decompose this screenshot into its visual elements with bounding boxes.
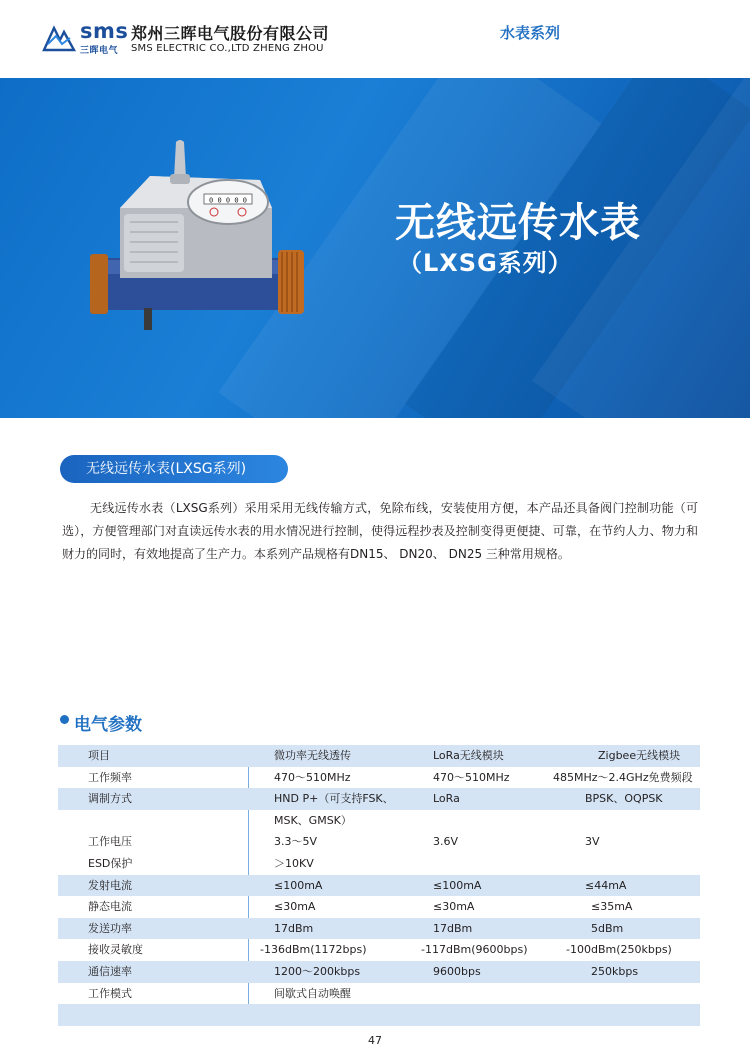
page-header — [0, 0, 750, 78]
table-cell: 470～510MHz — [274, 770, 351, 784]
company-logo-icon — [40, 22, 78, 56]
table-cell: 17dBm — [274, 921, 314, 935]
hero-banner — [0, 78, 750, 418]
series-label: 水表系列 — [500, 24, 561, 42]
table-row — [58, 810, 700, 832]
table-cell: 发送功率 — [88, 921, 132, 935]
table-cell: 9600bps — [433, 964, 481, 978]
table-cell: MSK、GMSK） — [274, 813, 352, 827]
water-meter-image — [90, 138, 305, 338]
table-row — [58, 875, 700, 897]
table-cell: 发射电流 — [88, 878, 132, 892]
table-row — [58, 831, 700, 853]
table-cell: BPSK、OQPSK — [585, 792, 663, 806]
logo-subtext: 三晖电气 — [80, 46, 119, 56]
table-cell: 5dBm — [591, 921, 624, 935]
params-heading: 电气参数 — [74, 715, 142, 735]
table-row — [58, 961, 700, 983]
table-cell: 接收灵敏度 — [88, 943, 143, 957]
table-cell: 微功率无线透传 — [274, 749, 351, 762]
table-cell: ≤30mA — [274, 900, 316, 914]
page-number: 47 — [368, 1034, 382, 1047]
table-cell: 470～510MHz — [433, 770, 510, 784]
table-row — [58, 767, 700, 789]
company-name-en: SMS ELECTRIC CO.,LTD ZHENG ZHOU — [131, 43, 324, 54]
table-row — [58, 939, 700, 961]
table-cell: ESD保护 — [88, 856, 133, 870]
table-cell: 3.3～5V — [274, 835, 318, 849]
table-cell: -136dBm(1172bps) — [260, 943, 367, 957]
table-cell: -100dBm(250kbps) — [566, 943, 672, 957]
table-cell: 调制方式 — [88, 792, 132, 806]
table-cell: LoRa — [433, 792, 460, 806]
table-cell: ＞10KV — [274, 856, 314, 870]
section-pill-label: 无线远传水表(LXSG系列) — [60, 455, 288, 483]
logo-text: sms — [80, 19, 129, 43]
table-cell: 485MHz～2.4GHz免费频段 — [553, 770, 693, 784]
table-cell: 1200～200kbps — [274, 964, 361, 978]
params-table — [58, 745, 700, 1026]
table-row — [58, 896, 700, 918]
table-cell: 静态电流 — [88, 900, 132, 914]
banner-title: 无线远传水表 — [395, 200, 641, 246]
table-cell: 间歇式自动唤醒 — [274, 986, 351, 1000]
table-cell: 17dBm — [433, 921, 473, 935]
table-cell: 工作模式 — [88, 986, 132, 1000]
table-cell: ≤100mA — [433, 878, 482, 892]
table-row — [58, 788, 700, 810]
meter-dial-digits: 0 0 0 0 0 — [209, 196, 247, 205]
table-cell: ≤100mA — [274, 878, 323, 892]
table-cell: Zigbee无线模块 — [598, 749, 681, 762]
table-header-row — [58, 745, 700, 767]
company-name-cn: 郑州三晖电气股份有限公司 — [131, 24, 330, 43]
table-cell: 通信速率 — [88, 964, 132, 978]
table-cell: 3V — [585, 835, 600, 849]
table-cell: ≤44mA — [585, 878, 627, 892]
table-cell: -117dBm(9600bps) — [421, 943, 528, 957]
table-cell: 工作频率 — [88, 770, 132, 784]
table-cell: 项目 — [88, 749, 110, 762]
intro-paragraph: 无线远传水表（LXSG系列）采用采用无线传输方式，免除布线，安装使用方便，本产品还具备阀门控制功能（可选），方便管理部门对直读远传水表的用水情况进行控制，使得远程抄表及控制变得更便捷、可靠，在节约人力、物力和财力的同时，有效地提高了生产力。本系列产品规格有DN15、 DN20、 DN25 三种常用规格。 — [62, 501, 698, 561]
table-cell: HND P+（可支持FSK、 — [274, 792, 394, 806]
table-row — [58, 918, 700, 940]
bullet-icon — [60, 715, 69, 724]
table-cell: ≤30mA — [433, 900, 475, 914]
table-cell: ≤35mA — [591, 900, 633, 914]
banner-subtitle: （LXSG系列） — [398, 249, 573, 277]
table-cell: 3.6V — [433, 835, 459, 849]
table-cell: 250kbps — [591, 964, 639, 978]
table-cell: 工作电压 — [88, 835, 132, 849]
table-row — [58, 1004, 700, 1026]
table-row — [58, 853, 700, 875]
table-row — [58, 983, 700, 1005]
table-cell: LoRa无线模块 — [433, 749, 504, 762]
